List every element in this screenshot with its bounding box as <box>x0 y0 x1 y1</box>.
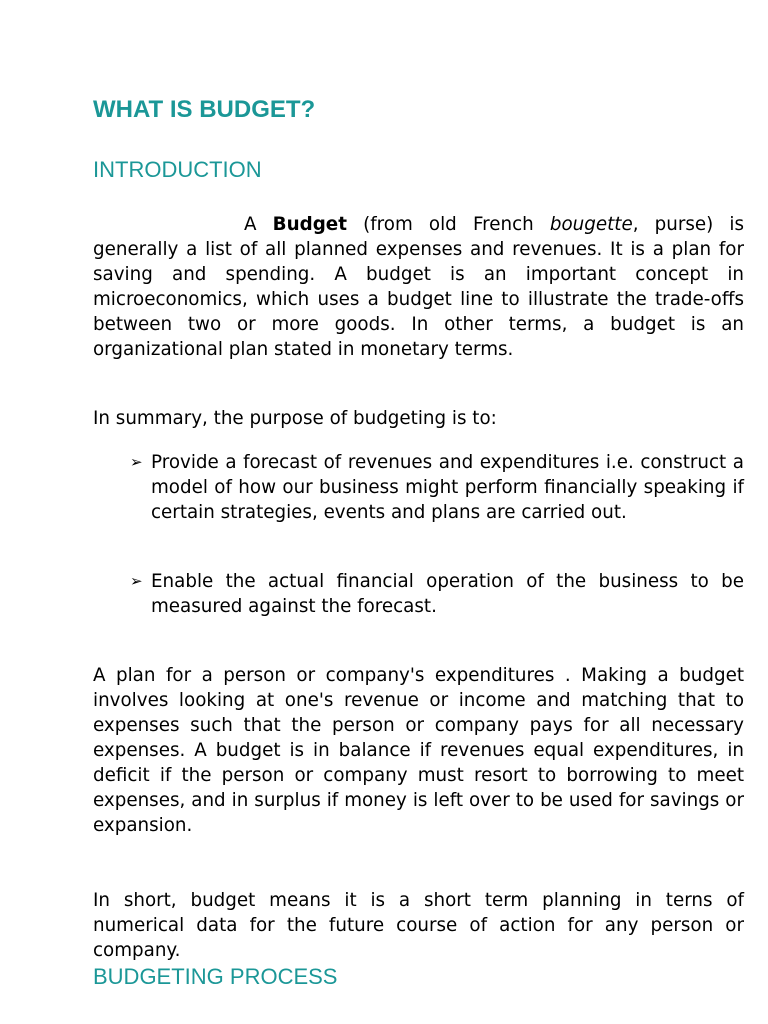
short-definition-paragraph: In short, budget means it is a short term planning in terns of numerical data for the future course of action for any person or company. <box>93 890 744 961</box>
summary-intro: In summary, the purpose of budgeting is to: <box>93 408 497 429</box>
intro-foreign-word: bougette <box>549 214 633 235</box>
introduction-paragraph <box>93 212 744 362</box>
purpose-list-continued <box>93 569 744 619</box>
intro-lead-word: A <box>244 214 257 235</box>
budgeting-process-heading: BUDGETING PROCESS <box>93 964 338 989</box>
bullet-text: Enable the actual financial operation of the business to be measured against the forecast. <box>151 571 744 617</box>
intro-pre-foreign: (from old French <box>363 214 534 235</box>
bullet-text: Provide a forecast of revenues and expenditures i.e. construct a model of how our business might perform financially speaking if certain strategies, events and plans are carried out. <box>151 452 744 523</box>
document-title: WHAT IS BUDGET? <box>93 96 316 123</box>
introduction-heading: INTRODUCTION <box>93 157 262 182</box>
intro-rest: , purse) is generally a list of all planned expenses and revenues. It is a plan for saving and spending. A budget is an important concept in microeconomics, which uses a budget line to illustrate the trade-offs between two or more goods. In other terms, a budget is an organizational plan stated in monetary terms. <box>93 214 745 360</box>
intro-term-budget: Budget <box>272 214 347 235</box>
purpose-list <box>93 450 744 525</box>
arrow-bullet-icon: ➢ <box>130 453 143 471</box>
list-item <box>93 569 744 619</box>
arrow-bullet-icon: ➢ <box>130 572 143 590</box>
list-item <box>93 450 744 525</box>
budget-plan-paragraph: A plan for a person or company's expenditures . Making a budget involves looking at one's revenue or income and matching that to expenses such that the person or company pays for all necessary expenses. A budget is in balance if revenues equal expenditures, in deficit if the person or company must resort to borrowing to meet expenses, and in surplus if money is left over to be used for savings or expansion. <box>93 665 744 836</box>
